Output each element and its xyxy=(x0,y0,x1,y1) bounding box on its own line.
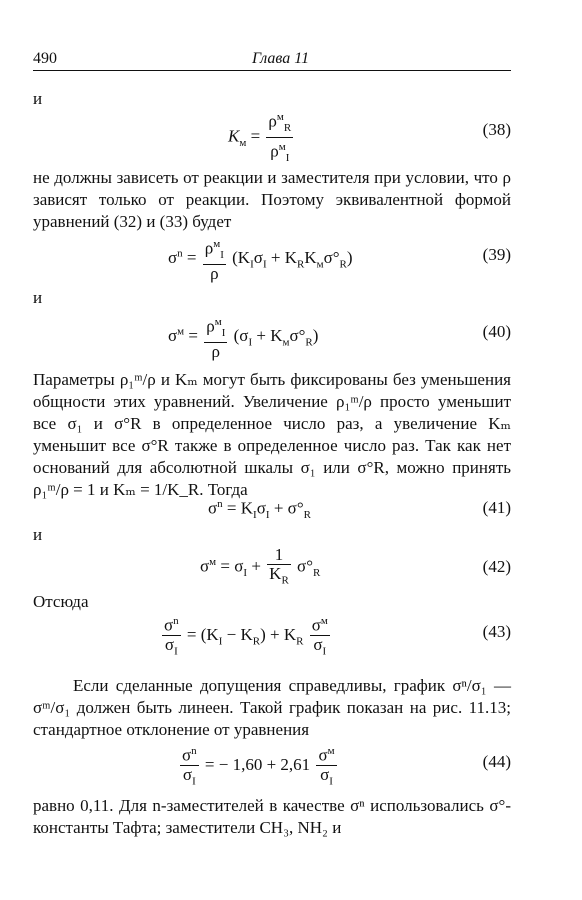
eq-sub: I xyxy=(243,567,248,579)
paragraph: Параметры ρ₁ᵐ/ρ и Kₘ могут быть фиксированы без уменьшения общности этих уравнений. Увеличение ρ₁ᵐ/ρ просто уменьшит все σ₁ и σ°R в определенное число раз, а увеличение Kₘ уменьшит все σ°R также в определенное число раз. Так как нет оснований для абсолютной шкалы σ₁ или σ°R, можно принять ρ₁ᵐ/ρ = 1 и Kₘ = 1/K_R. Тогда xyxy=(33,370,511,499)
eq-text: σ xyxy=(318,745,328,765)
eq-sup: n xyxy=(177,247,183,260)
eq-text: σ xyxy=(200,556,210,576)
eq-sub: R xyxy=(296,635,304,648)
fraction xyxy=(310,612,330,660)
eq-text: σ xyxy=(164,615,174,635)
eq-sup: м xyxy=(177,325,185,338)
eq-sub: R xyxy=(283,122,292,135)
equation-44 xyxy=(178,742,339,790)
fraction xyxy=(162,612,181,660)
eq-symbol: ρ xyxy=(211,342,221,362)
fraction xyxy=(204,313,227,361)
eq-sup: n xyxy=(217,498,223,510)
eq-text: ) + K xyxy=(260,624,297,644)
fraction xyxy=(180,742,199,790)
equation-number: (39) xyxy=(482,245,511,264)
eq-text: + xyxy=(247,556,266,576)
equation-38: $K_м$ = $\frac{\rho^м_R}{\rho^м_I}$ xyxy=(228,108,295,167)
eq-sup: n xyxy=(191,745,197,757)
eq-sub: м xyxy=(239,136,247,149)
eq-sub: I xyxy=(218,635,223,648)
eq-text: ) xyxy=(346,247,353,267)
paragraph: не должны зависеть от реакции и заместителя при условии, что ρ зависят только от реакции. Поэтому эквивалентной формой уравнений (32) и (33) будет xyxy=(33,168,511,231)
eq-text: σ xyxy=(208,498,218,518)
eq-symbol: ρ xyxy=(268,111,277,131)
eq-symbol: ρ xyxy=(206,316,215,336)
eq-text: σ xyxy=(313,634,323,654)
eq-text: σ xyxy=(311,615,321,635)
eq-sup: м xyxy=(276,111,284,123)
chapter-title: Глава 11 xyxy=(252,50,310,67)
equation-number: (43) xyxy=(482,622,511,641)
eq-sub: I xyxy=(253,509,257,522)
word-and: и xyxy=(33,525,43,544)
eq-sup: м xyxy=(213,238,221,250)
eq-sup: м xyxy=(209,555,217,568)
eq-sub: I xyxy=(285,152,290,165)
equation-42 xyxy=(200,546,320,589)
equation-43 xyxy=(160,612,332,660)
paragraph: Если сделанные допущения справедливы, график σⁿ/σ₁ — σᵐ/σ₁ должен быть линеен. Такой график показан на рис. 11.13; стандартное отклонение от уравнения xyxy=(33,676,511,739)
eq-sub: I xyxy=(265,509,270,522)
eq-text: 1 xyxy=(267,546,291,565)
eq-sub: R xyxy=(313,567,321,579)
eq-text: = σ xyxy=(216,556,244,576)
equation-41 xyxy=(208,498,311,521)
eq-symbol: ρ xyxy=(270,141,279,161)
fraction xyxy=(267,546,291,589)
eq-sub: R xyxy=(303,509,311,522)
eq-text: + K xyxy=(252,325,283,345)
equation-number: (38) xyxy=(482,120,511,139)
word-hence: Отсюда xyxy=(33,592,89,611)
eq-text: (σ xyxy=(233,325,249,345)
eq-sub: I xyxy=(221,327,226,340)
eq-text: = (K xyxy=(186,624,219,644)
fraction xyxy=(316,742,336,790)
eq-symbol: σ xyxy=(168,325,178,345)
eq-text: σ° xyxy=(323,247,340,267)
equation-number: (42) xyxy=(482,557,511,576)
eq-sub: I xyxy=(329,775,333,788)
eq-sup: м xyxy=(327,745,335,757)
eq-sub: I xyxy=(322,645,327,658)
eq-text: σ° xyxy=(289,325,306,345)
eq-symbol: K xyxy=(228,126,240,146)
eq-text: (K xyxy=(232,247,251,267)
eq-sup: м xyxy=(278,141,286,154)
eq-text: ) xyxy=(312,325,319,345)
eq-text: σ xyxy=(320,764,330,784)
page-number: 490 xyxy=(33,50,57,67)
eq-text: = K xyxy=(222,498,254,518)
equation-39: $\sigma^n$ = $\frac{\rho^м_I}{\rho}$ $(K_I\sigma_I + K_RK_м\sigma^\circ_R)$ xyxy=(168,235,353,283)
eq-sub: I xyxy=(220,249,224,262)
word-and: и xyxy=(33,89,43,108)
eq-sub: R xyxy=(281,574,289,587)
eq-text: + K xyxy=(266,247,297,267)
paragraph: равно 0,11. Для n-заместителей в качестве σⁿ использовались σ°-константы Тафта; заместители CH₃, NH₂ и xyxy=(33,796,511,837)
fraction xyxy=(203,235,226,283)
word-and: и xyxy=(33,288,43,307)
eq-text: − K xyxy=(222,624,253,644)
eq-sup: м xyxy=(214,316,222,328)
page-header xyxy=(33,50,511,71)
fraction xyxy=(266,108,293,167)
eq-text: σ xyxy=(253,247,263,267)
eq-sup: n xyxy=(173,615,179,627)
eq-text: K xyxy=(304,247,317,267)
eq-sub: I xyxy=(192,775,196,788)
eq-text: + σ° xyxy=(269,498,304,518)
eq-sub: I xyxy=(174,645,178,658)
eq-text: σ xyxy=(256,498,266,518)
eq-text: σ° xyxy=(297,556,314,576)
eq-symbol: ρ xyxy=(204,238,214,258)
eq-text: σ xyxy=(164,634,175,654)
eq-symbol: σ xyxy=(168,247,178,267)
equation-number: (44) xyxy=(482,752,511,771)
eq-symbol: ρ xyxy=(210,264,219,284)
eq-text: σ xyxy=(182,745,192,765)
equation-40: $\sigma^м$ = $\frac{\rho^м_I}{\rho}$ $(\sigma_I + K_м\sigma^\circ_R)$ xyxy=(168,313,318,361)
eq-sup: м xyxy=(320,615,328,627)
eq-text: σ xyxy=(182,764,193,784)
equation-number: (41) xyxy=(482,498,511,517)
eq-sub: R xyxy=(252,635,261,648)
eq-text: K xyxy=(269,564,282,583)
equation-number: (40) xyxy=(482,322,511,341)
eq-text: = − 1,60 + 2,61 xyxy=(204,754,315,774)
